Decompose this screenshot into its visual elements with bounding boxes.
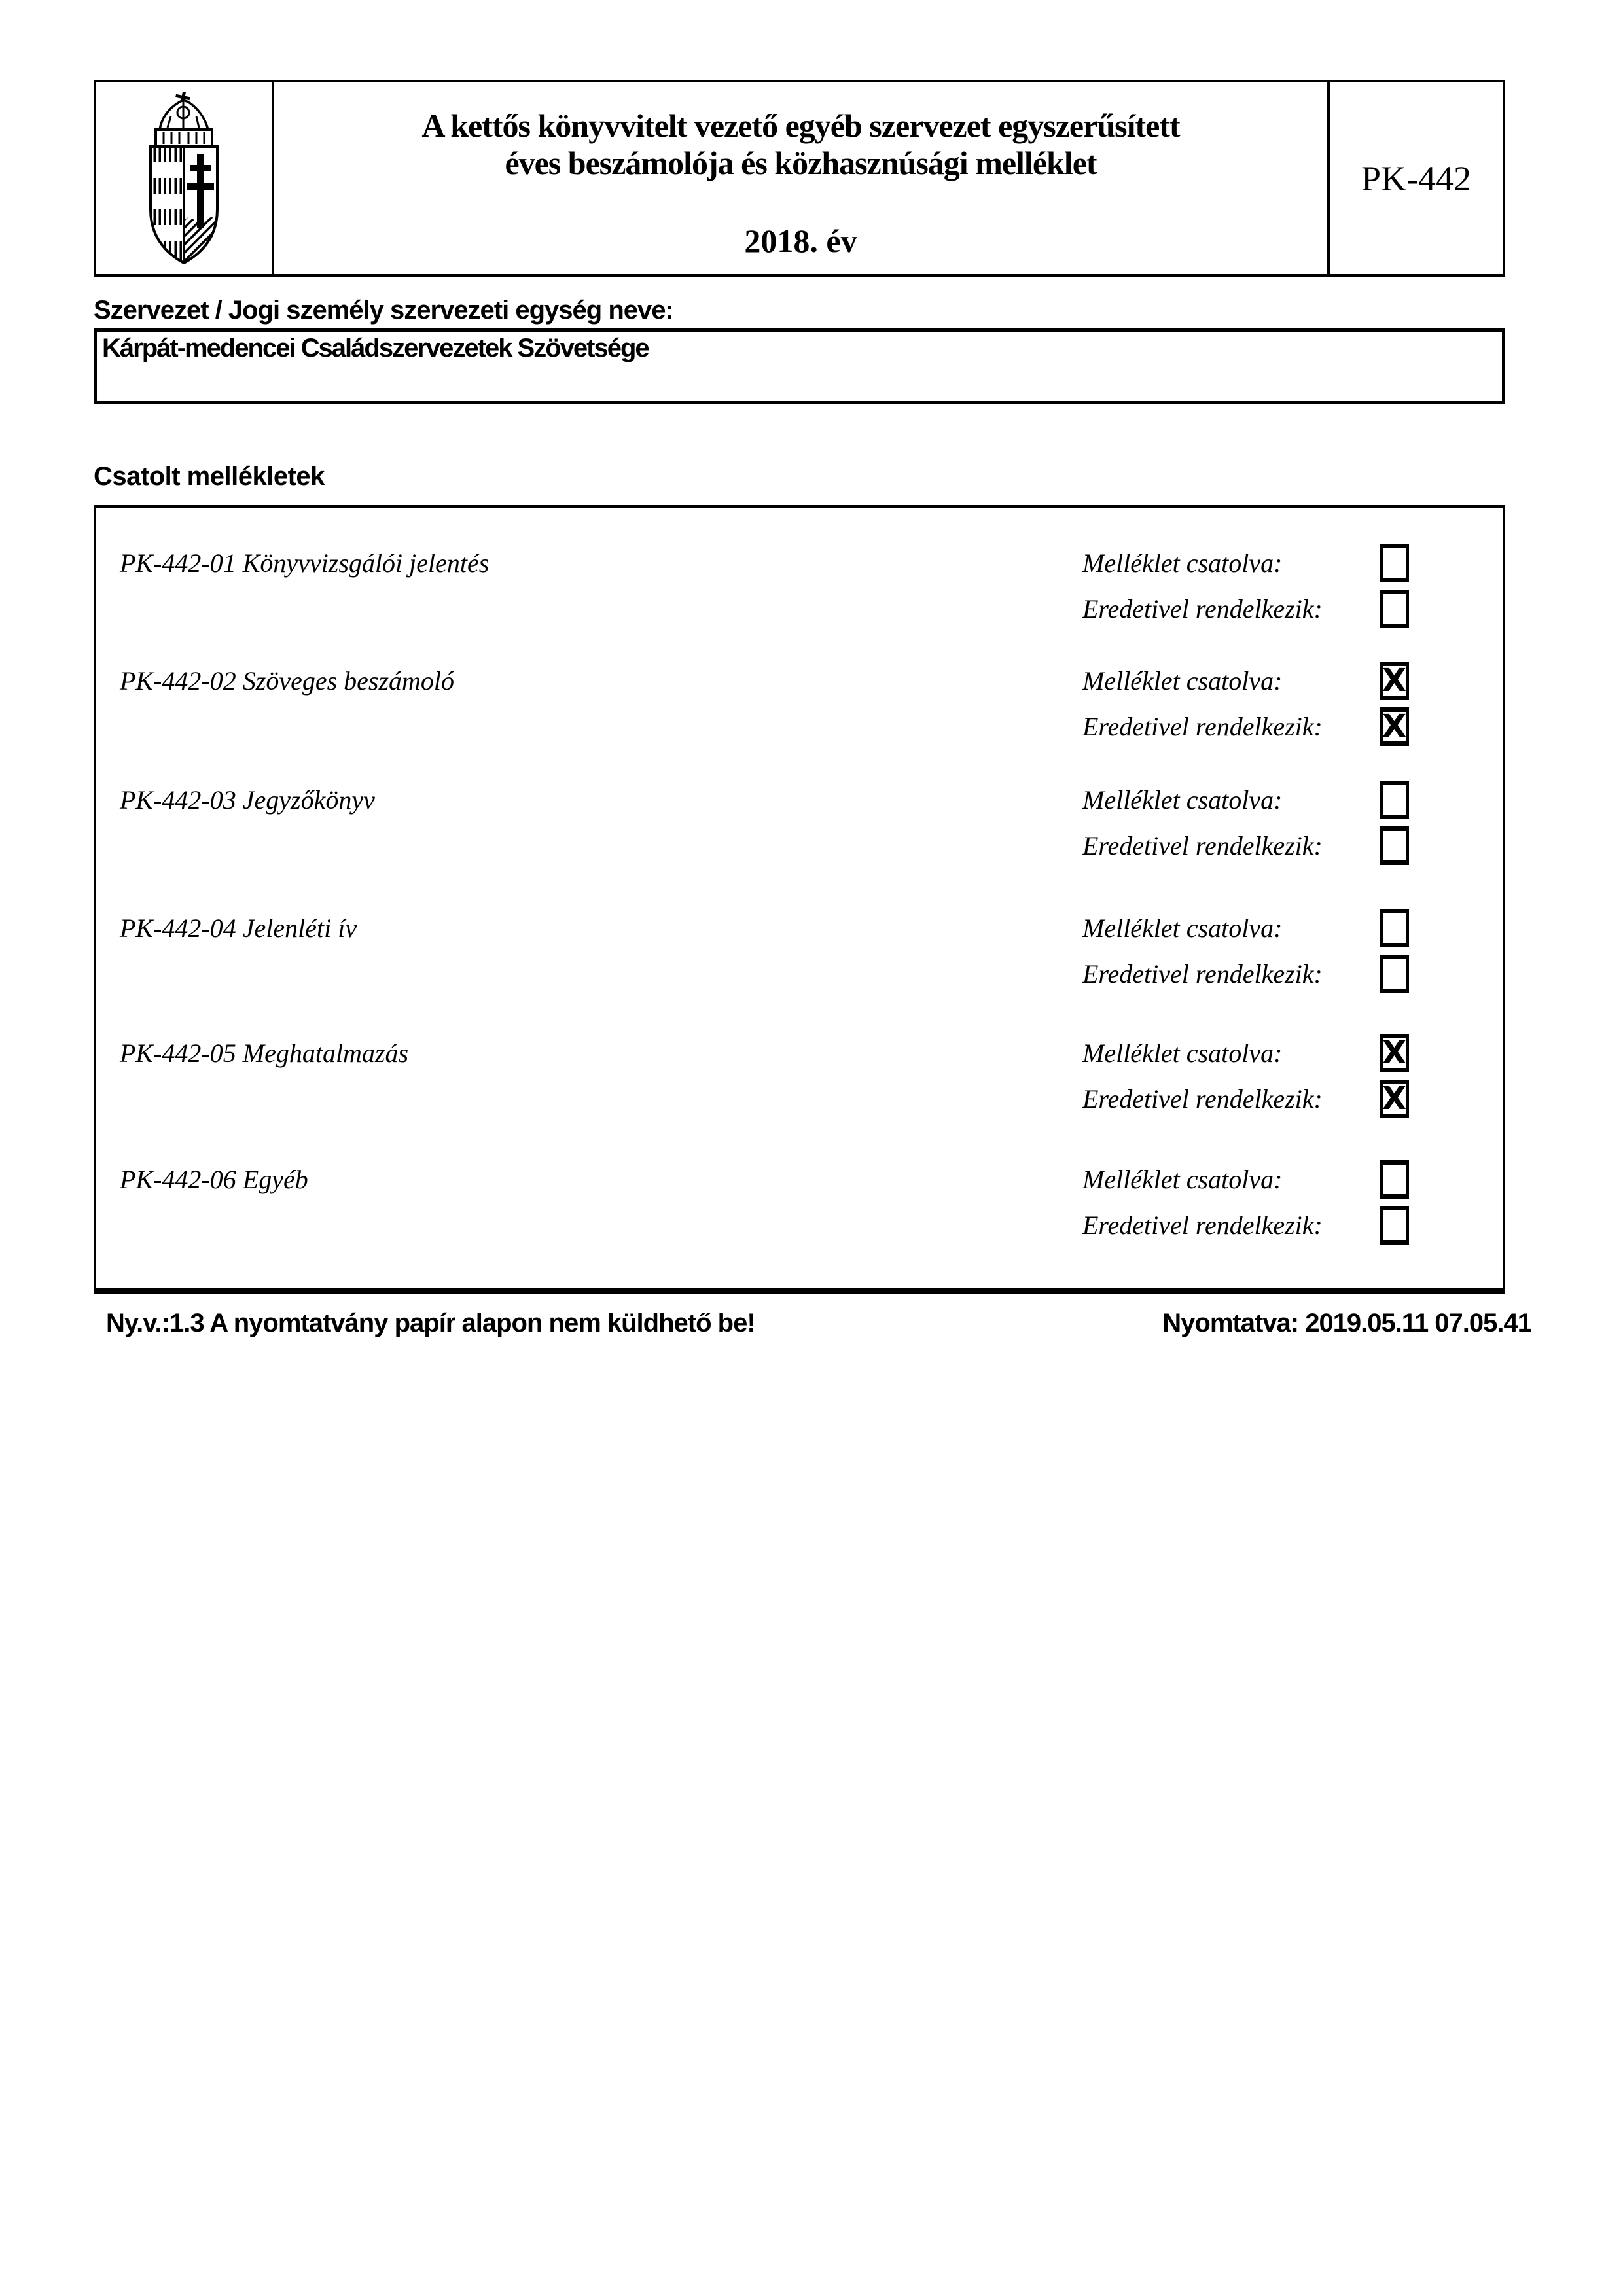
- org-name-label: Szervezet / Jogi személy szervezeti egység neve:: [94, 296, 673, 325]
- attachment-row: [96, 781, 1503, 865]
- attachment-label: PK-442-02 Szöveges beszámoló: [120, 666, 455, 696]
- eredetivel-rendelkezik-label: Eredetivel rendelkezik:: [1082, 959, 1323, 989]
- checkbox-eredetivel-rendelkezik[interactable]: [1380, 826, 1409, 865]
- melleklet-csatolva-label: Melléklet csatolva:: [1082, 548, 1283, 578]
- checkbox-eredetivel-rendelkezik[interactable]: [1380, 707, 1409, 746]
- attachments-box: [94, 505, 1505, 1294]
- checkbox-x-mark: X: [1382, 707, 1407, 745]
- hungarian-coat-of-arms-icon: [141, 92, 226, 266]
- attachment-label: PK-442-03 Jegyzőkönyv: [120, 785, 375, 815]
- attachment-row: [96, 1160, 1503, 1245]
- form-year: 2018. év: [744, 222, 857, 259]
- checkbox-x-mark: X: [1382, 662, 1407, 699]
- attachment-label: PK-442-04 Jelenléti ív: [120, 913, 357, 943]
- form-header: [94, 80, 1505, 277]
- eredetivel-rendelkezik-label: Eredetivel rendelkezik:: [1082, 594, 1323, 624]
- footer-print-timestamp: Nyomtatva: 2019.05.11 07.05.41: [1162, 1309, 1531, 1337]
- form-title-cell: [274, 82, 1327, 274]
- attachment-label: PK-442-05 Meghatalmazás: [120, 1038, 409, 1068]
- checkbox-melleklet-csatolva[interactable]: [1380, 781, 1409, 819]
- org-name-field[interactable]: [94, 328, 1505, 404]
- checkbox-eredetivel-rendelkezik[interactable]: [1380, 590, 1409, 628]
- eredetivel-rendelkezik-label: Eredetivel rendelkezik:: [1082, 1084, 1323, 1114]
- form-code-cell: [1327, 82, 1503, 274]
- footer-version-note: Ny.v.:1.3 A nyomtatvány papír alapon nem küldhető be!: [106, 1309, 755, 1337]
- attachment-row: [96, 544, 1503, 628]
- checkbox-eredetivel-rendelkezik[interactable]: [1380, 955, 1409, 993]
- attachment-row: [96, 1034, 1503, 1118]
- form-title-line1: A kettős könyvvitelt vezető egyéb szervezet egyszerűsített: [421, 107, 1180, 144]
- checkbox-eredetivel-rendelkezik[interactable]: [1380, 1206, 1409, 1245]
- checkbox-melleklet-csatolva[interactable]: [1380, 1034, 1409, 1072]
- checkbox-melleklet-csatolva[interactable]: [1380, 544, 1409, 582]
- melleklet-csatolva-label: Melléklet csatolva:: [1082, 1038, 1283, 1068]
- melleklet-csatolva-label: Melléklet csatolva:: [1082, 1165, 1283, 1194]
- attachments-heading: Csatolt mellékletek: [94, 462, 325, 491]
- attachment-label: PK-442-06 Egyéb: [120, 1165, 308, 1194]
- attachment-row: [96, 909, 1503, 993]
- melleklet-csatolva-label: Melléklet csatolva:: [1082, 666, 1283, 696]
- form-title-line2: éves beszámolója és közhasznúsági melléklet: [505, 145, 1097, 181]
- attachment-label: PK-442-01 Könyvvizsgálói jelentés: [120, 548, 490, 578]
- checkbox-eredetivel-rendelkezik[interactable]: [1380, 1080, 1409, 1118]
- form-code: PK-442: [1361, 158, 1471, 198]
- melleklet-csatolva-label: Melléklet csatolva:: [1082, 785, 1283, 815]
- checkbox-melleklet-csatolva[interactable]: [1380, 662, 1409, 700]
- checkbox-melleklet-csatolva[interactable]: [1380, 909, 1409, 947]
- checkbox-melleklet-csatolva[interactable]: [1380, 1160, 1409, 1199]
- eredetivel-rendelkezik-label: Eredetivel rendelkezik:: [1082, 712, 1323, 741]
- checkbox-x-mark: X: [1382, 1080, 1407, 1117]
- attachment-row: [96, 662, 1503, 746]
- eredetivel-rendelkezik-label: Eredetivel rendelkezik:: [1082, 831, 1323, 860]
- emblem-cell: [96, 82, 274, 274]
- checkbox-x-mark: X: [1382, 1034, 1407, 1071]
- eredetivel-rendelkezik-label: Eredetivel rendelkezik:: [1082, 1210, 1323, 1240]
- melleklet-csatolva-label: Melléklet csatolva:: [1082, 913, 1283, 943]
- org-name-value: Kárpát-medencei Családszervezetek Szövetsége: [102, 334, 649, 362]
